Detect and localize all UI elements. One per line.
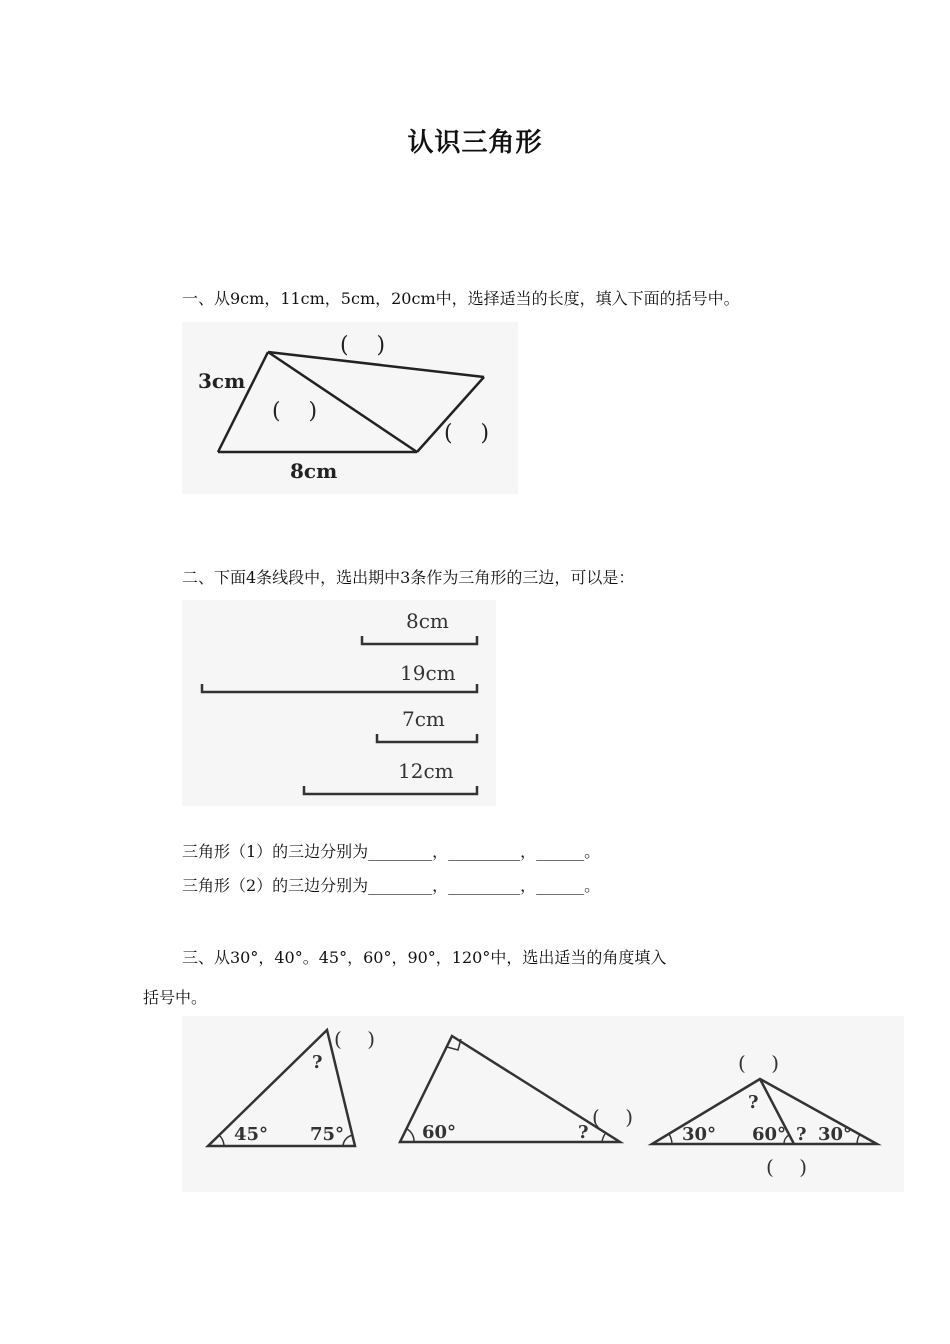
triangle-1-unknown: ?	[312, 1052, 323, 1073]
segment-8cm	[362, 636, 477, 644]
triangle-3-angle-30-right: 30°	[818, 1124, 853, 1145]
triangle-2-blank[interactable]: ( )	[592, 1105, 634, 1129]
triangle-3-unknown-middle: ?	[796, 1124, 807, 1145]
segment-label-8cm: 8cm	[406, 609, 449, 633]
triangle-2-angle-arc-left	[407, 1129, 414, 1142]
question-3-text-line1: 三、从30°，40°。45°，60°，90°，120°中，选出适当的角度填入	[182, 948, 667, 967]
question-1-text: 一、从9cm，11cm，5cm，20cm中，选择适当的长度，填入下面的括号中。	[182, 289, 740, 308]
segment-7cm	[377, 734, 477, 742]
triangle-3-angle-60: 60°	[752, 1124, 787, 1145]
question-2-text: 二、下面4条线段中，选出期中3条作为三角形的三边，可以是：	[182, 568, 635, 587]
segment-label-19cm: 19cm	[400, 661, 456, 685]
label-8cm: 8cm	[290, 459, 338, 483]
triangle-2-unknown: ?	[578, 1122, 589, 1143]
triangle-3-unknown-top: ?	[748, 1092, 759, 1113]
triangle-1-angle-75: 75°	[310, 1124, 345, 1145]
triangle-3-angle-arc-left	[669, 1134, 672, 1144]
triangle-3-blank-top[interactable]: ( )	[738, 1051, 780, 1075]
triangle-1-blank[interactable]: ( )	[334, 1027, 376, 1051]
segment-label-7cm: 7cm	[402, 707, 445, 731]
triangle-3-blank-bottom[interactable]: ( )	[766, 1155, 808, 1179]
triangle-2-angle-60: 60°	[422, 1122, 457, 1143]
question-3-figure	[182, 1016, 904, 1192]
segment-19cm	[202, 684, 477, 692]
triangle-1-angle-arc-left	[219, 1135, 224, 1146]
triangle-3-angle-30-left: 30°	[682, 1124, 717, 1145]
page-title: 认识三角形	[407, 128, 543, 158]
question-1-figure	[182, 322, 518, 494]
triangle-3-angle-arc-right	[857, 1134, 860, 1144]
label-3cm: 3cm	[198, 369, 246, 393]
blank-diagonal[interactable]: ( )	[272, 399, 318, 424]
quad-left-edge	[218, 352, 268, 452]
blank-top[interactable]: ( )	[340, 333, 386, 358]
triangle-1-sides-line: 三角形（1）的三边分别为________，_________，______。	[182, 842, 601, 861]
segment-label-12cm: 12cm	[398, 759, 454, 783]
question-3-text-line2: 括号中。	[143, 988, 208, 1007]
blank-right[interactable]: ( )	[444, 421, 490, 446]
question-2-figure	[182, 600, 496, 806]
triangle-1-angle-45: 45°	[234, 1124, 269, 1145]
segment-12cm	[304, 786, 477, 794]
triangle-2-sides-line: 三角形（2）的三边分别为________，_________，______。	[182, 876, 601, 895]
